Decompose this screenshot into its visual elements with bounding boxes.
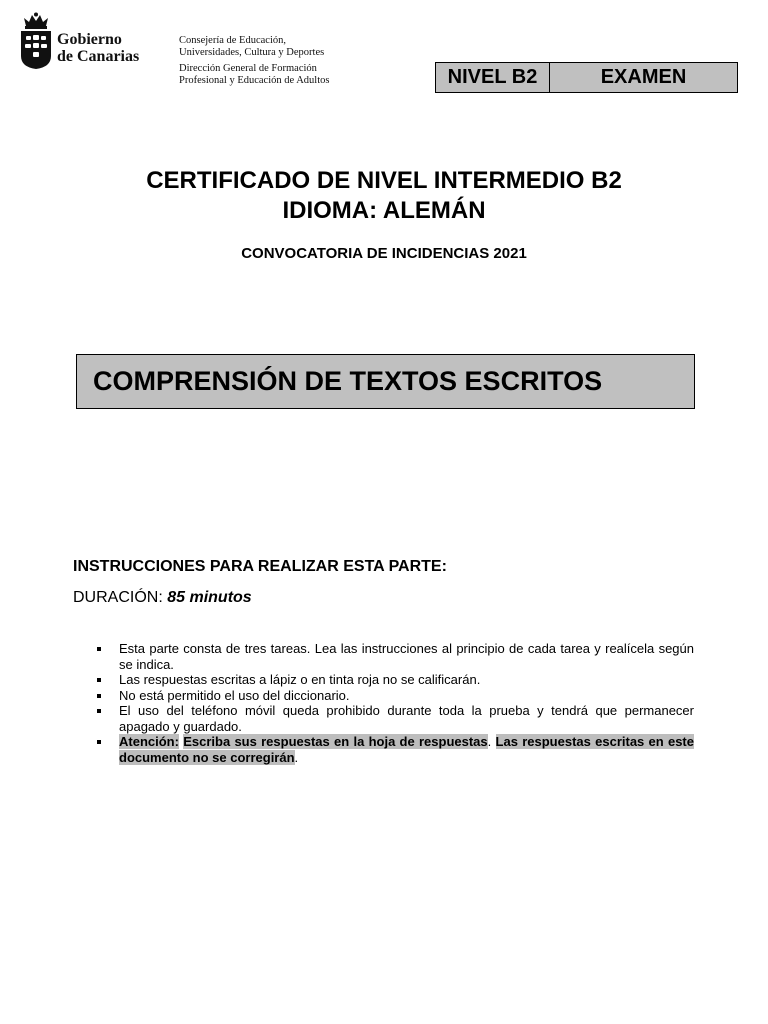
attention-label: Atención: [119,734,179,749]
government-name-line2: de Canarias [57,48,140,65]
list-item [97,688,694,704]
bullet-icon [97,740,101,744]
government-name [57,31,139,65]
level-exam-box [435,62,738,93]
canary-islands-coat-of-arms-icon [20,12,52,70]
list-item-text: Las respuestas escritas a lápiz o en tinta roja no se calificarán. [119,672,481,687]
instructions-heading: INSTRUCCIONES PARA REALIZAR ESTA PARTE: [73,558,447,575]
bullet-icon [97,647,101,651]
duration-value: 85 minutos [167,589,252,606]
certificate-title: CERTIFICADO DE NIVEL INTERMEDIO B2 [146,167,622,194]
instructions-list [97,641,694,765]
attention-part2: Las respuestas escritas en este documento no se corregirán [119,734,694,765]
list-item-text: Esta parte consta de tres tareas. Lea las instrucciones al principio de cada tarea y realícela según se indica. [119,641,694,672]
exam-label: EXAMEN [600,66,687,88]
session-title: CONVOCATORIA DE INCIDENCIAS 2021 [241,245,527,262]
list-item-text: El uso del teléfono móvil queda prohibido durante toda la prueba y tendrá que permanecer apagado y guardado. [119,703,694,734]
level-label: NIVEL B2 [436,63,550,92]
department-line: Consejería de Educación, [179,35,286,46]
list-item [97,703,694,734]
duration [73,589,252,607]
attention-part1: Escriba sus respuestas en la hoja de respuestas [183,734,488,749]
government-name-line1: Gobierno [57,31,122,48]
list-item-text: No está permitido el uso del diccionario. [119,687,350,703]
bullet-icon [97,678,101,682]
language-title: IDIOMA: ALEMÁN [282,197,486,224]
bullet-icon [97,709,101,713]
department-line: Universidades, Cultura y Deportes [179,46,325,58]
section-title: COMPRENSIÓN DE TEXTOS ESCRITOS [76,354,695,409]
directorate-line: Profesional y Educación de Adultos [179,74,330,86]
duration-label: DURACIÓN: [73,589,163,606]
list-item [97,641,694,672]
bullet-icon [97,694,101,698]
attention-item: Atención: Escriba sus respuestas en la hoja de respuestas. Las respuestas escritas en este documento no se corregirán. [97,734,694,765]
department-block [179,35,329,86]
directorate-line: Dirección General de Formación [179,63,317,74]
list-item [97,672,694,688]
